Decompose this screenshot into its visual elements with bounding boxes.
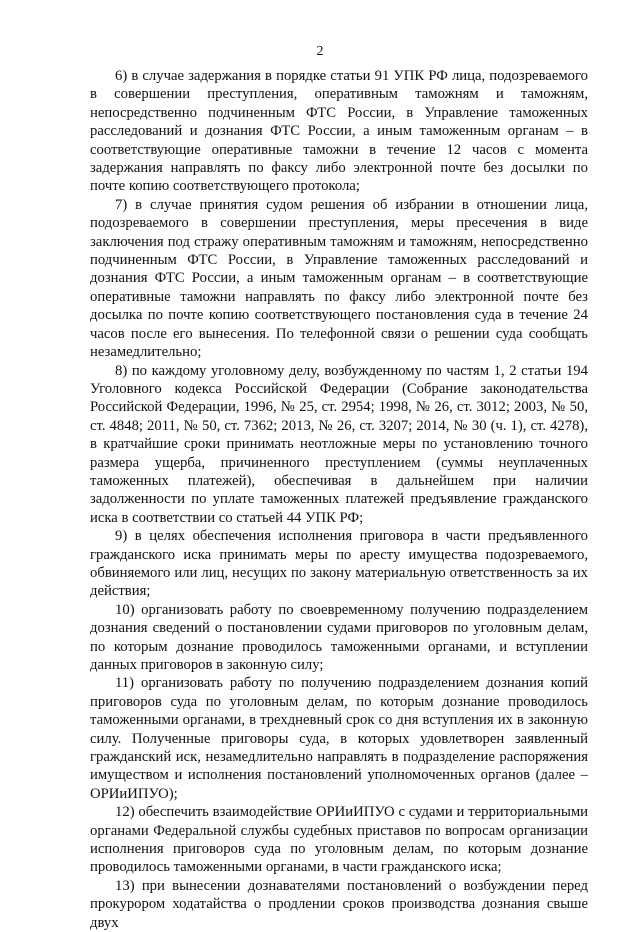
paragraph-item-13: 13) при вынесении дознавателями постановлений о возбуждении перед прокурором ходатайства о продлении сроков производства дознания свыше двух: [90, 877, 588, 931]
paragraph-item-11: 11) организовать работу по получению подразделением дознания копий приговоров суда по уголовным делам, по которым дознание проводилось таможенными органами, в трехдневный срок со дня вступления их в законную силу. Полученные приговоры суда, в которых удовлетворен заявленный гражданский иск, незамедлительно направлять в подразделение распоряжения имуществом и исполнения постановлений уполномоченных органов (далее – ОРИиИПУО);: [90, 675, 588, 802]
paragraph-item-9: 9) в целях обеспечения исполнения приговора в части предъявленного гражданского иска принимать меры по аресту имущества подозреваемого, обвиняемого или лиц, несущих по закону материальную ответственность за их действия;: [90, 528, 588, 600]
paragraph-item-7: 7) в случае принятия судом решения об избрании в отношении лица, подозреваемого в совершении преступления, меры пресечения в виде заключения под стражу оперативным таможням и таможням, непосредственно подчиненным ФТС России, в Управление таможенных расследований и дознания ФТС России, а иным таможенным органам – в соответствующие оперативные таможни направлять по факсу либо электронной почте без досылка по почте копию соответствующего постановления суда в течение 24 часов после его вынесения. По телефонной связи о решении суда сообщать незамедлительно;: [90, 196, 588, 361]
page-number: 2: [316, 44, 324, 59]
paragraph-item-8: 8) по каждому уголовному делу, возбужденному по частям 1, 2 статьи 194 Уголовного кодекса Российской Федерации (Собрание законодательства Российской Федерации, 1996, № 25, ст. 2954; 1998, № 26, ст. 3012; 2003, № 50, ст. 4848; 2011, № 50, ст. 7362; 2013, № 26, ст. 3207; 2014, № 30 (ч. 1), ст. 4278), в кратчайшие сроки принимать неотложные меры по установлению точного размера ущерба, причиненного преступлением (суммы неуплаченных таможенных платежей), обеспечивая в дальнейшем при наличии задолженности по уплате таможенных платежей предъявление гражданского иска в соответствии со статьей 44 УПК РФ;: [90, 362, 588, 526]
paragraph-item-10: 10) организовать работу по своевременному получению подразделением дознания сведений о постановлении судами приговоров по уголовным делам, по которым дознание проводилось таможенными органами, и вступлении данных приговоров в законную силу;: [90, 601, 588, 673]
paragraph-item-6: 6) в случае задержания в порядке статьи 91 УПК РФ лица, подозреваемого в совершении преступления, оперативным таможням и таможням, непосредственно подчиненным ФТС России, в Управление таможенных расследований и дознания ФТС России, а иным таможенным органам – в соответствующие оперативные таможни в течение 12 часов с момента задержания направлять по факсу либо электронной почте без досылки по почте копию соответствующего протокола;: [90, 68, 588, 195]
document-body: [90, 67, 588, 932]
paragraph-item-12: 12) обеспечить взаимодействие ОРИиИПУО с судами и территориальными органами Федеральной службы судебных приставов по вопросам организации исполнения приговоров суда по уголовным делам, по которым дознание проводилось таможенными органами, в части гражданского иска;: [90, 804, 588, 876]
